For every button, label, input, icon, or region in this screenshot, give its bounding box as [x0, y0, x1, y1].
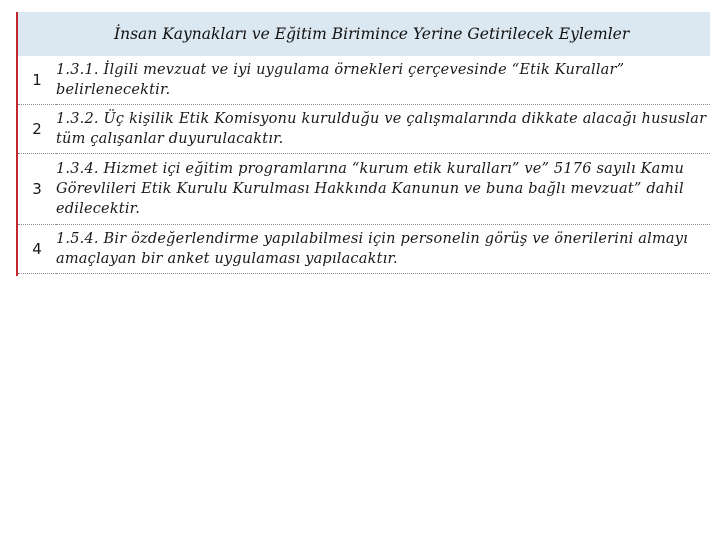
table-row — [18, 105, 710, 154]
row-text: 1.3.2. Üç kişilik Etik Komisyonu kurulduğu ve çalışmalarında dikkate alacağı hususlar tüm çalışanlar duyurulacaktır. — [56, 105, 710, 154]
table-row — [18, 154, 710, 225]
actions-table — [18, 12, 710, 274]
table-header-row — [18, 12, 710, 56]
row-number: 1 — [18, 56, 56, 105]
row-number: 3 — [18, 154, 56, 225]
row-text: 1.5.4. Bir özdeğerlendirme yapılabilmesi için personelin görüş ve önerilerini almayı amaçlayan bir anket uygulaması yapılacaktır. — [56, 225, 710, 274]
row-number: 2 — [18, 105, 56, 154]
row-text: 1.3.4. Hizmet içi eğitim programlarına “kurum etik kuralları” ve” 5176 sayılı Kamu Görevlileri Etik Kurulu Kurulması Hakkında Kanunun ve buna bağlı mevzuat” dahil edilecektir. — [56, 154, 710, 225]
row-number: 4 — [18, 225, 56, 274]
row-text: 1.3.1. İlgili mevzuat ve iyi uygulama örnekleri çerçevesinde “Etik Kurallar” belirlenecektir. — [56, 56, 710, 105]
table-row — [18, 225, 710, 274]
table-title: İnsan Kaynakları ve Eğitim Birimince Yerine Getirilecek Eylemler — [56, 12, 710, 56]
table-row — [18, 56, 710, 105]
header-number-cell — [18, 12, 56, 56]
